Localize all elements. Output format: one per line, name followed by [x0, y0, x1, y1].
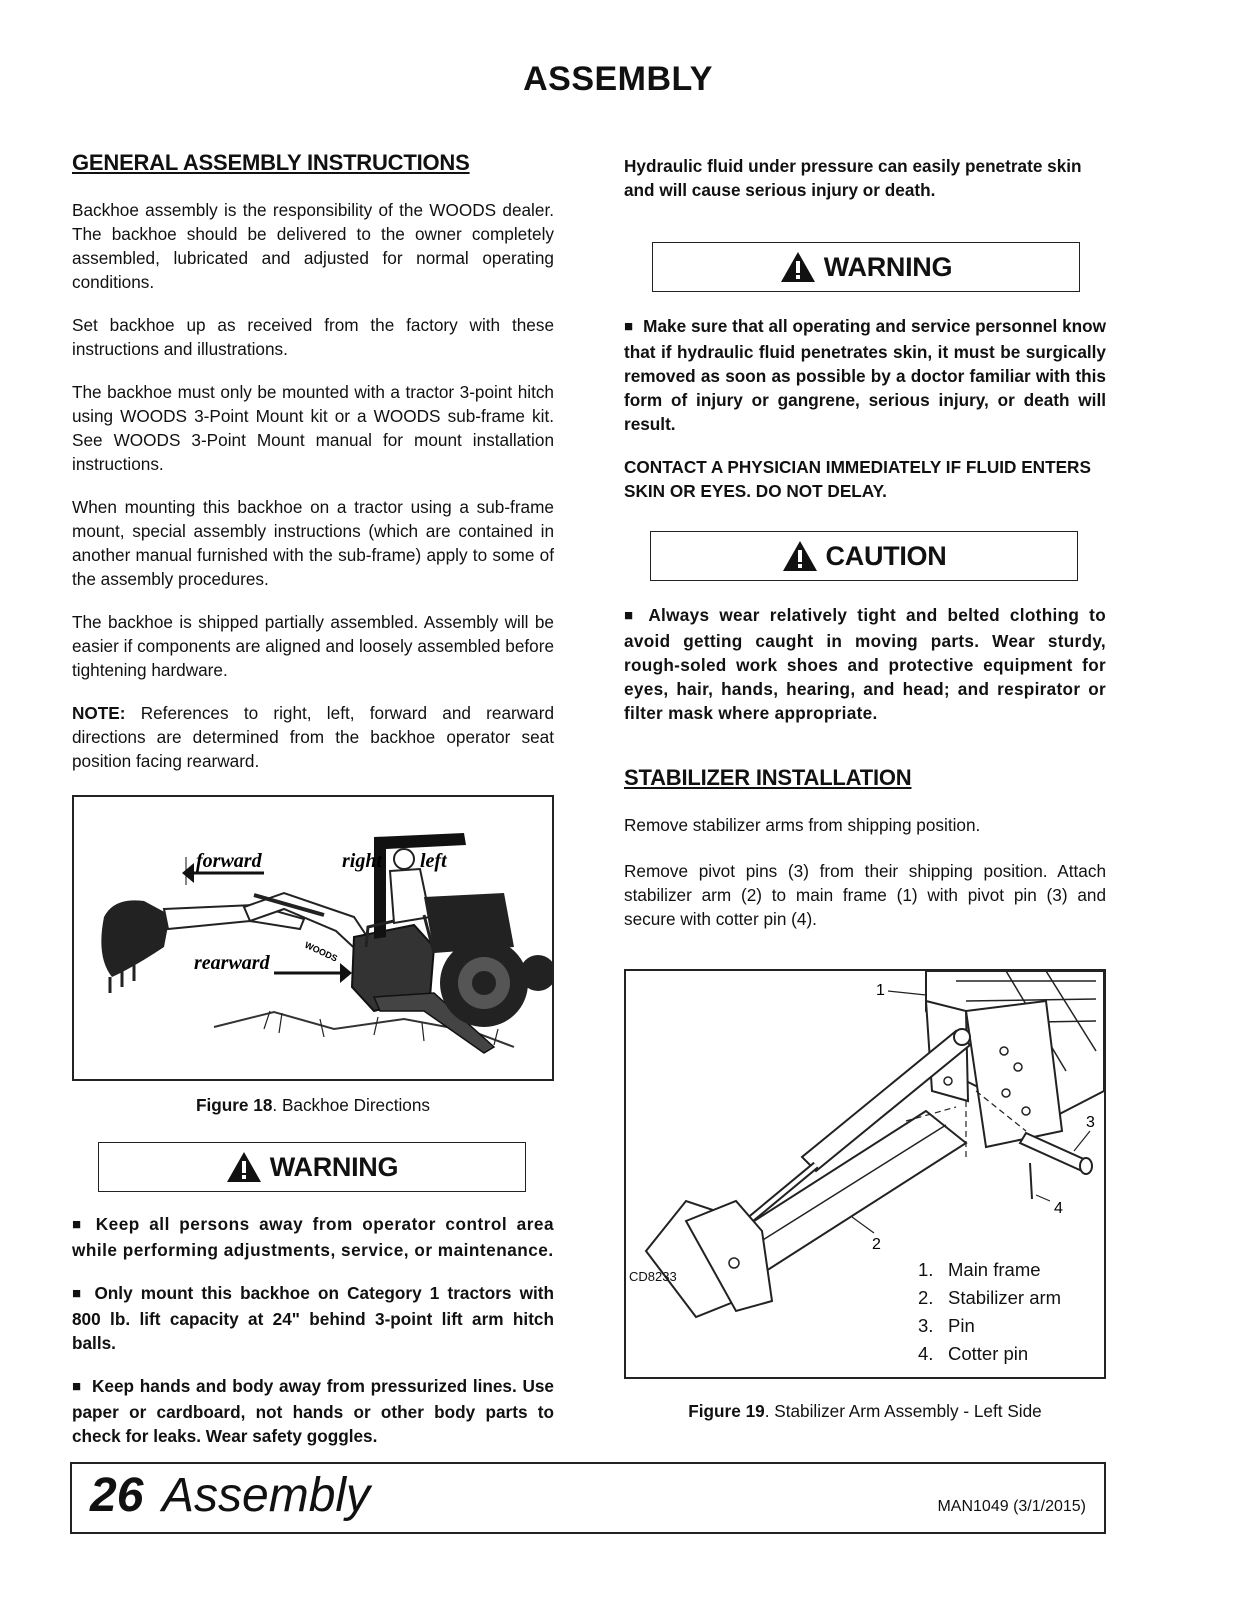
page-number: 26	[90, 1469, 144, 1522]
paragraph: Set backhoe up as received from the factory with these instructions and illustrations.	[72, 315, 554, 359]
warning-item: ■ Make sure that all operating and service personnel know that if hydraulic fluid penetrates skin, it must be surgically removed as soon as possible by a doctor familiar with this form of injury or gangrene, serious injury, or death will result.	[624, 316, 1107, 434]
note-label: NOTE:	[72, 703, 126, 723]
caution-word: CAUTION	[825, 540, 947, 571]
left-column	[72, 150, 554, 1467]
callout-1: 1	[876, 982, 885, 999]
manual-number: MAN1049 (3/1/2015)	[937, 1498, 1086, 1515]
callout-3: 3	[1086, 1114, 1095, 1131]
note-paragraph	[72, 701, 554, 773]
page-footer	[70, 1462, 1106, 1534]
general-assembly-heading: GENERAL ASSEMBLY INSTRUCTIONS	[72, 150, 470, 175]
figure-19-frame	[624, 969, 1106, 1379]
figure-19-legend	[918, 1256, 1061, 1368]
paragraph: Remove pivot pins (3) from their shipping position. Attach stabilizer arm (2) to main frame (1) with pivot pin (3) and secure with cotter pin (4).	[624, 861, 1106, 929]
legend-item: 3. Pin	[918, 1315, 975, 1336]
paragraph: The backhoe is shipped partially assembled. Assembly will be easier if components are aligned and loosely assembled before tightening hardware.	[72, 612, 554, 680]
hydraulic-fluid-text: Hydraulic fluid under pressure can easily penetrate skin and will cause serious injury or death.	[624, 156, 1082, 200]
stabilizer-installation-heading: STABILIZER INSTALLATION	[624, 765, 912, 790]
note-text: References to right, left, forward and rearward directions are determined from the backhoe operator seat position facing rearward.	[72, 703, 554, 771]
drawing-code: CD8233	[629, 1269, 677, 1284]
figure-18-frame	[72, 795, 554, 1081]
right-label: right	[342, 850, 383, 872]
caution-item: ■ Always wear relatively tight and belted clothing to avoid getting caught in moving parts. Wear sturdy, rough-soled work shoes and protective equipment for eyes, hair, hands, hearing, and head; and respirator or filter mask where appropriate.	[624, 605, 1106, 723]
legend-item: 4. Cotter pin	[918, 1343, 1029, 1364]
warning-box	[652, 242, 1080, 292]
warning-item: ■ Only mount this backhoe on Category 1 tractors with 800 lb. lift capacity at 24" behind 3-point lift arm hitch balls.	[72, 1283, 554, 1353]
left-label: left	[420, 850, 447, 872]
paragraph: Remove stabilizer arms from shipping position.	[624, 815, 981, 835]
paragraph: When mounting this backhoe on a tractor using a sub-frame mount, special assembly instructions (which are contained in another manual furnished with the sub-frame) apply to some of the assembly procedures.	[72, 497, 554, 589]
alert-triangle-icon	[780, 251, 816, 283]
warning-word: WARNING	[823, 251, 953, 282]
right-column	[624, 154, 1106, 1422]
figure-19-caption: Figure 19. Stabilizer Arm Assembly - Left Side	[688, 1401, 1042, 1421]
warning-box	[98, 1142, 526, 1192]
legend-item: 2. Stabilizer arm	[918, 1287, 1062, 1308]
warning-word: WARNING	[269, 1151, 399, 1182]
forward-label: forward	[196, 850, 262, 872]
page-title: ASSEMBLY	[523, 60, 713, 98]
alert-triangle-icon	[226, 1151, 262, 1183]
brand-label: WOODS	[303, 939, 340, 964]
paragraph: Backhoe assembly is the responsibility of the WOODS dealer. The backhoe should be delivered to the owner completely assembled, lubricated and adjusted for normal operating conditions.	[72, 200, 554, 292]
caution-box	[650, 531, 1078, 581]
backhoe-illustration	[74, 797, 552, 1079]
callout-2: 2	[872, 1236, 881, 1253]
paragraph: The backhoe must only be mounted with a tractor 3-point hitch using WOODS 3-Point Mount kit or a WOODS sub-frame kit. See WOODS 3-Point Mount manual for mount installation instructions.	[72, 382, 554, 474]
figure-18-caption: Figure 18. Backhoe Directions	[195, 1095, 431, 1115]
warning-item: ■ Keep hands and body away from pressurized lines. Use paper or cardboard, not hands or other body parts to check for leaks. Wear safety goggles.	[72, 1376, 554, 1446]
rearward-label: rearward	[194, 952, 270, 974]
callout-4: 4	[1054, 1200, 1063, 1217]
alert-triangle-icon	[782, 540, 818, 572]
footer-section-name: Assembly	[162, 1469, 371, 1522]
legend-item: 1. Main frame	[918, 1259, 1041, 1280]
warning-item: ■ Keep all persons away from operator control area while performing adjustments, service, or maintenance.	[72, 1214, 554, 1260]
contact-physician-text: CONTACT A PHYSICIAN IMMEDIATELY IF FLUID ENTERS SKIN OR EYES. DO NOT DELAY.	[624, 457, 1091, 501]
